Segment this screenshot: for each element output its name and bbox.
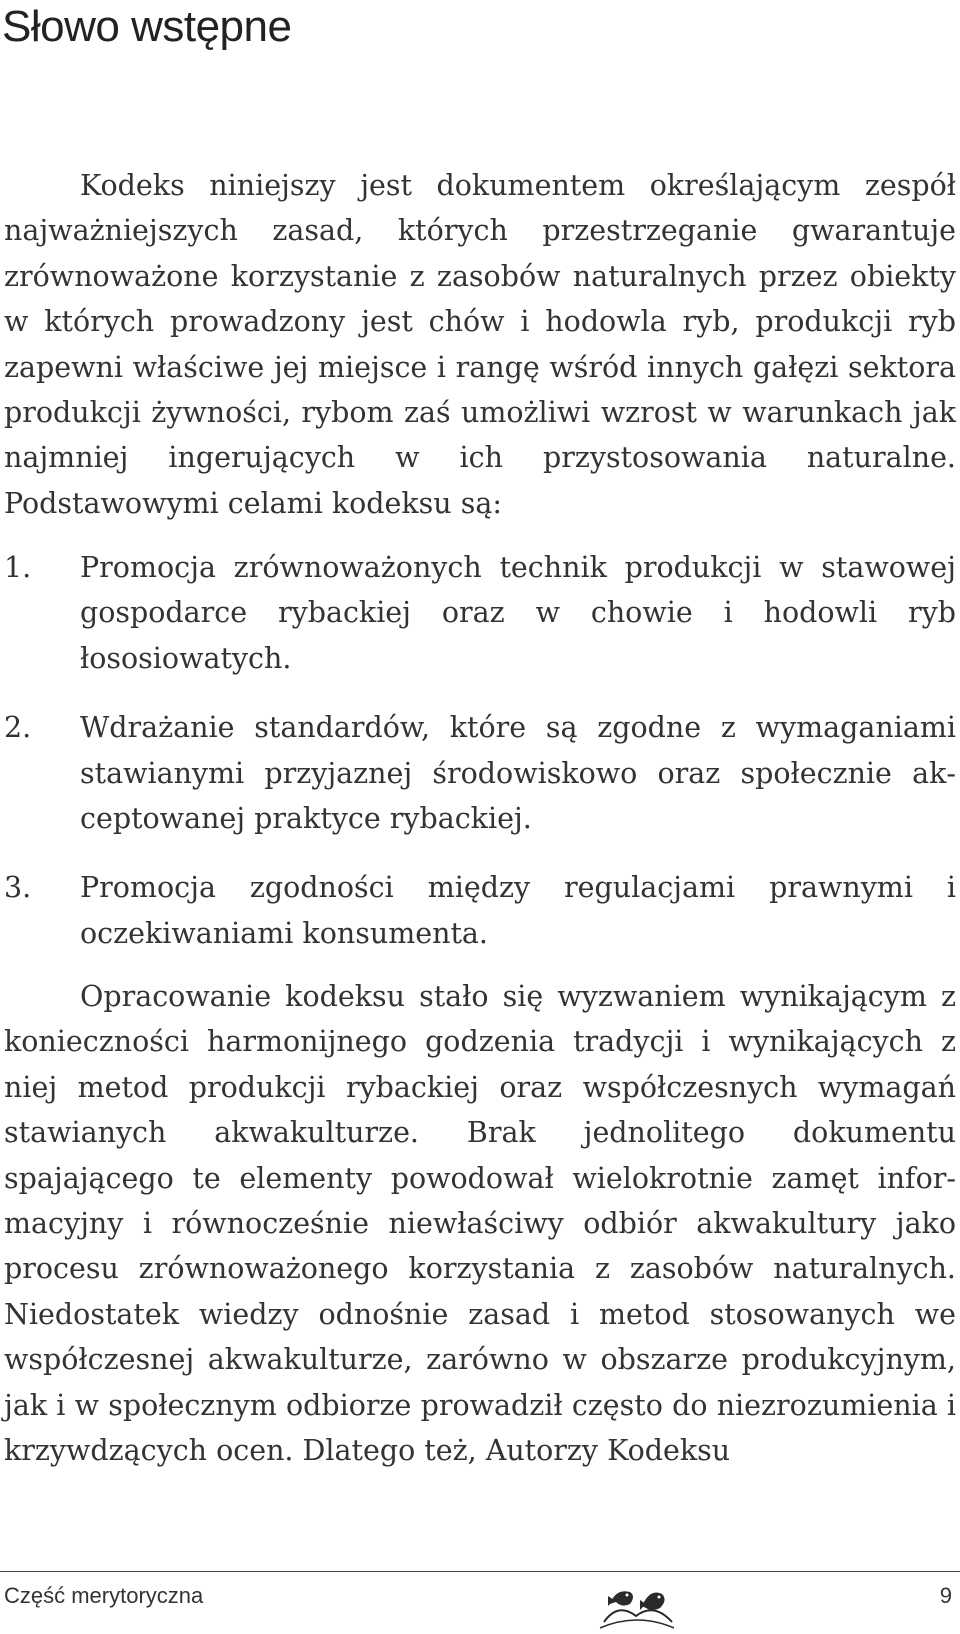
list-item-text: Wdrażanie standardów, które są zgodne z wymaganiami stawianymi przyjaznej środowiskowo oraz społecznie akceptowanej praktyce rybackiej. <box>80 711 956 836</box>
list-item <box>4 705 956 841</box>
footer-divider <box>0 1571 960 1572</box>
fish-logo-icon <box>596 1582 678 1632</box>
list-item <box>4 865 956 956</box>
goals-list <box>4 545 956 980</box>
list-item-number: 3. <box>4 871 32 905</box>
list-item-number: 2. <box>4 711 32 745</box>
list-item-number: 1. <box>4 551 32 584</box>
main-paragraph: Opracowanie kodeksu stało się wyzwaniem wynikającym z konieczności harmonijnego godzenia tradycji i wynikających z niej metod produkcji rybackiej oraz współczesnych wymagań stawianych akwakulturze. Brak jednolitego dokumentu spajającego te elementy powodował wielokrotnie zamęt informacyjny i równocześnie niewłaściwy odbiór akwakultury jako procesu zrównoważonego korzystania z zasobów naturalnych. Niedostatek wiedzy odnośnie zasad i metod stosowanych we współczesnej akwakulturze, zarówno w obszarze produkcyjnym, jak i w społecznym odbiorze prowadził często do niezrozumienia i krzywdzących ocen. Dlatego też, Autorzy Kodeksu <box>4 980 956 1468</box>
list-item-text: Promocja zrównoważonych technik produkcji w stawowej gospodarce rybackiej oraz w chowie i hodowli ryb łososiowatych. <box>80 551 956 675</box>
footer-section-label: Część merytoryczna <box>4 1583 204 1608</box>
intro-paragraph: Kodeks niniejszy jest dokumentem określającym zespół najważniejszych zasad, których przestrzeganie gwarantuje zrównoważone korzystanie z zasobów naturalnych przez obiekty w których prowadzony jest chów i hodowla ryb, produkcji ryb zapewni właściwe jej miejsce i rangę wśród innych gałęzi sektora produkcji żywności, rybom zaś umożliwi wzrost w warunkach jak najmniej ingerujących w ich przystosowania naturalne. Podstawowymi celami kodeksu są: <box>4 169 956 520</box>
page-title: Słowo wstępne <box>2 2 292 51</box>
page-number: 9 <box>939 1583 952 1608</box>
list-item <box>4 545 956 681</box>
list-item-text: Promocja zgodności między regulacjami prawnymi i oczekiwaniami konsumenta. <box>80 871 956 950</box>
